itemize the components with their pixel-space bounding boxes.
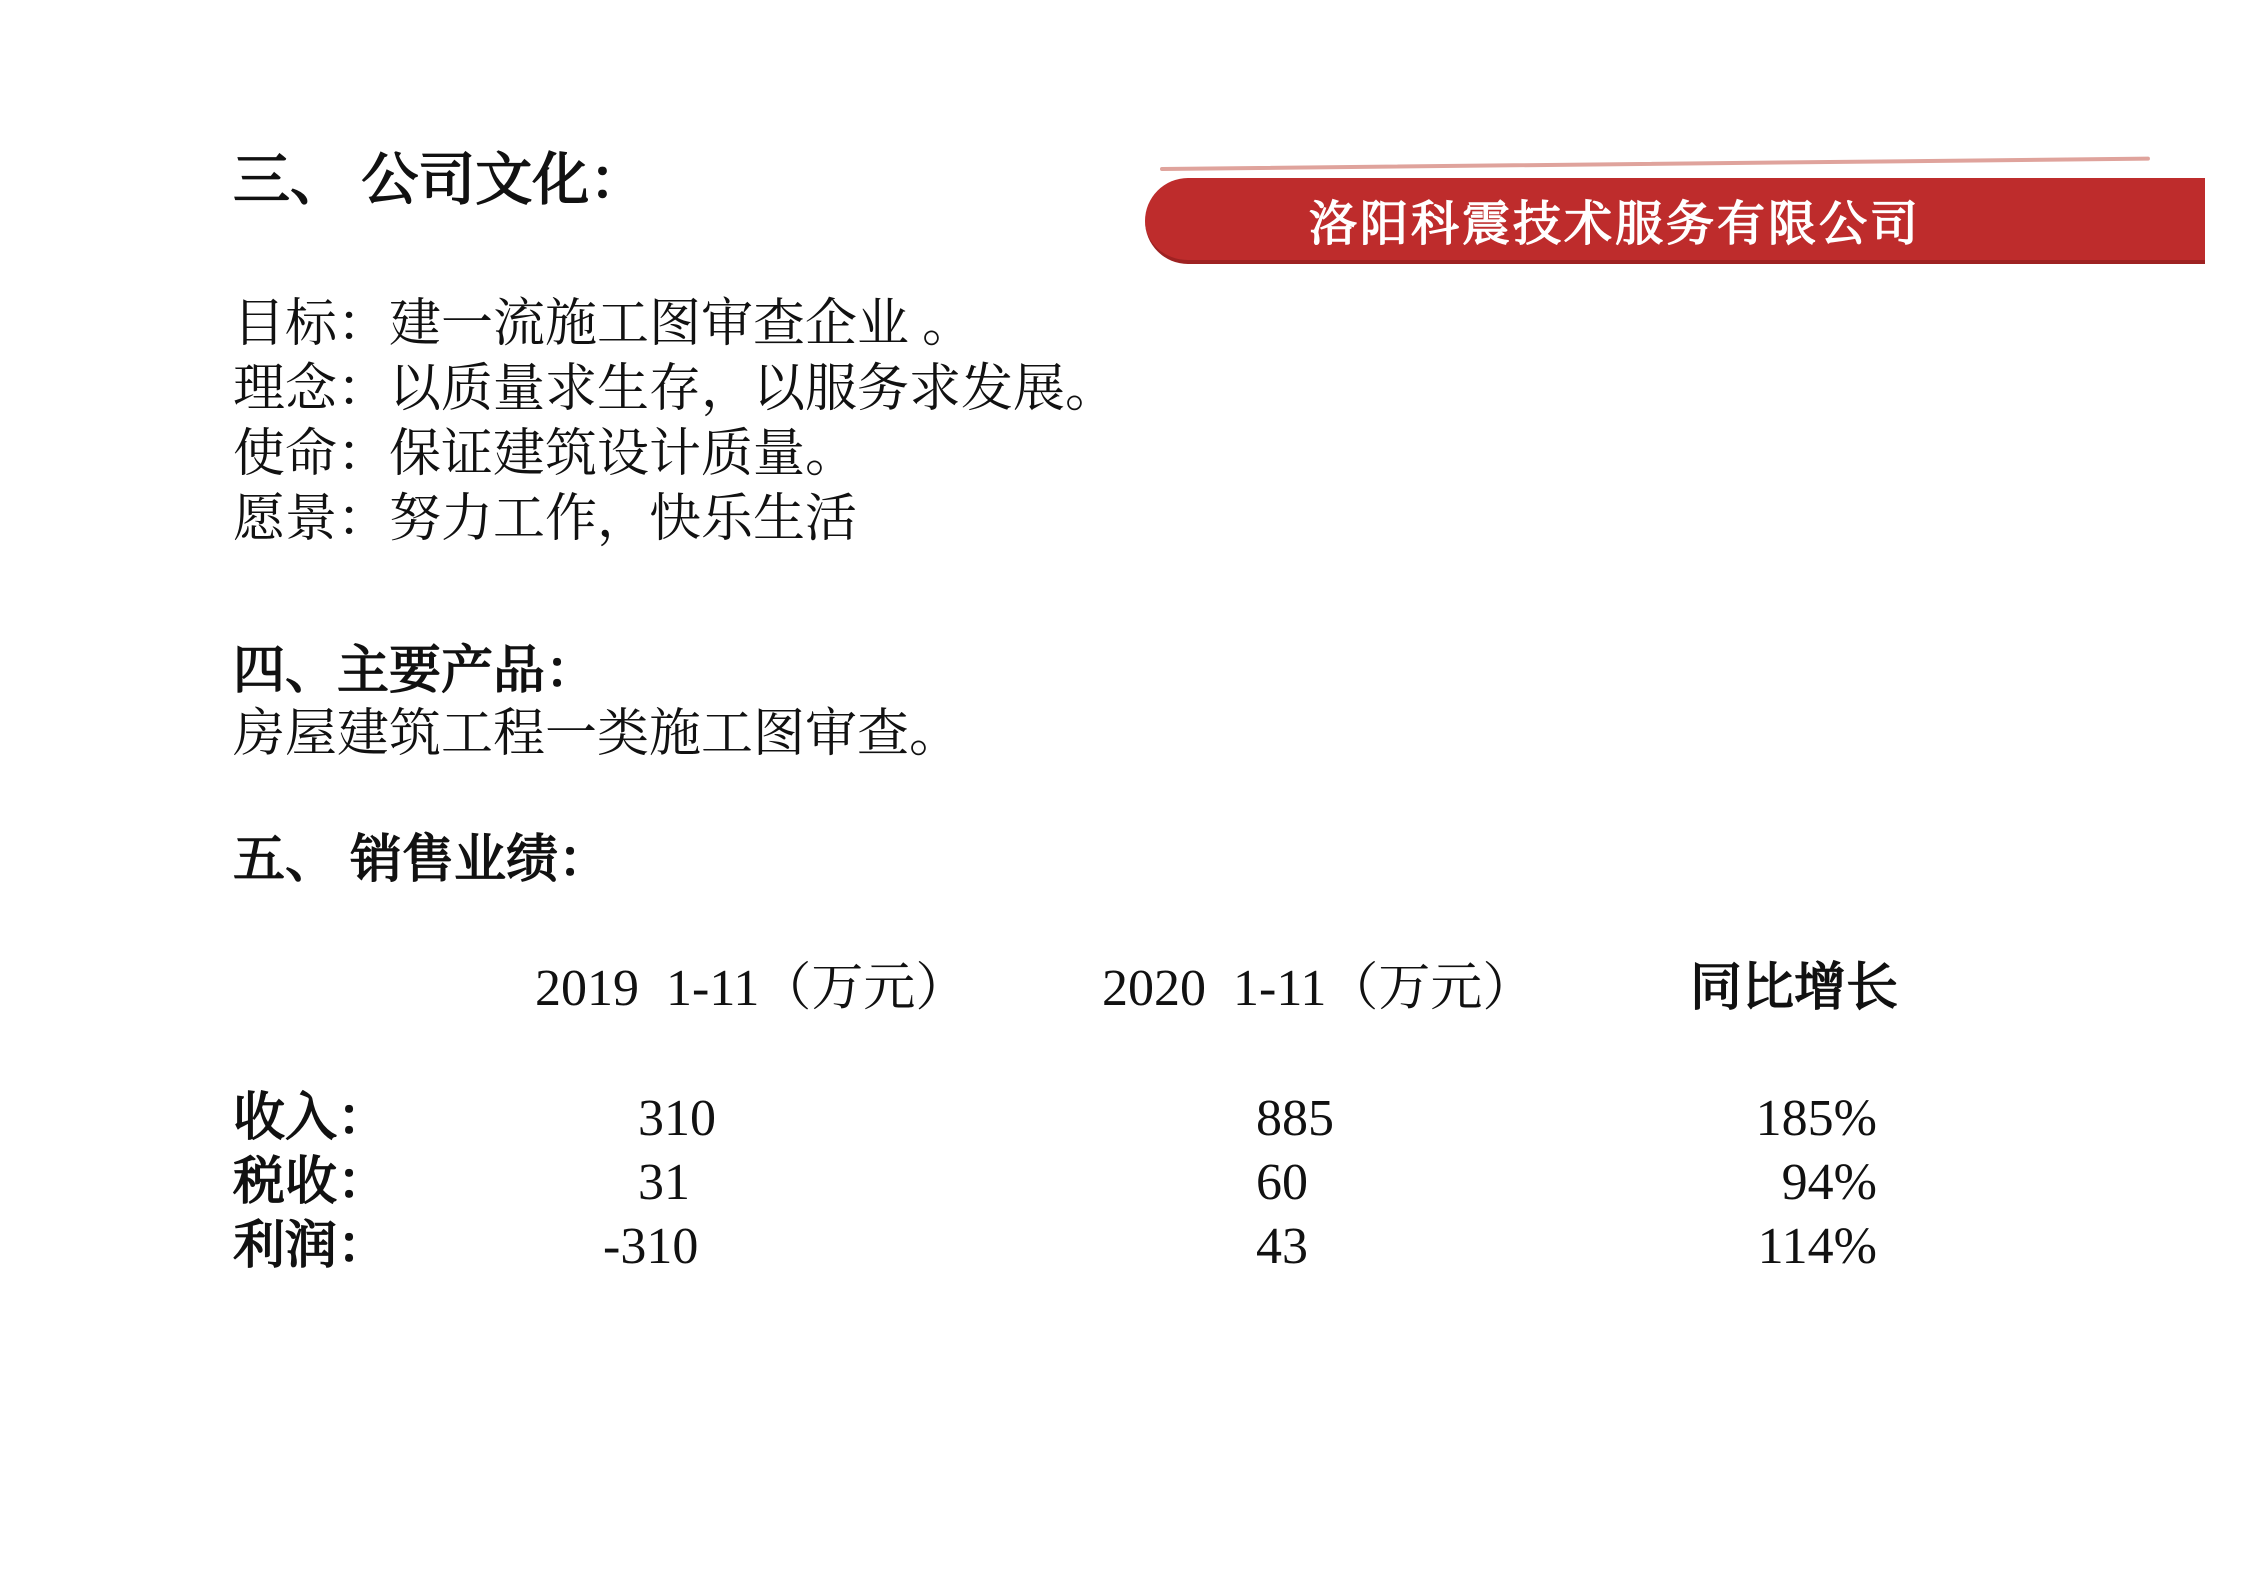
- culture-line-goal: 目标：建一流施工图审查企业 。: [233, 296, 975, 353]
- table-row-income: [0, 1087, 2245, 1151]
- value-2019: -310: [603, 1218, 699, 1275]
- company-name: 洛阳科震技术服务有限公司: [1308, 197, 1921, 251]
- value-growth: 185%: [1755, 1090, 1877, 1147]
- products-section: [233, 640, 961, 766]
- company-banner: [1145, 178, 2205, 264]
- section-heading-company-culture: 三、 公司文化：: [233, 149, 647, 212]
- value-growth: 114%: [1757, 1218, 1877, 1275]
- column-header-growth: 同比增长: [1690, 960, 1899, 1017]
- value-2020: 60: [1256, 1154, 1308, 1211]
- table-row-profit: [0, 1215, 2245, 1279]
- banner-highlight: [1160, 157, 2150, 171]
- value-2019: 310: [638, 1090, 716, 1147]
- row-label: 利润：: [233, 1218, 390, 1275]
- value-2020: 885: [1256, 1090, 1334, 1147]
- culture-lines: [233, 292, 1117, 552]
- products-line: 房屋建筑工程一类施工图审查。: [233, 706, 962, 763]
- section-heading-sales-performance: 五、 销售业绩：: [233, 832, 611, 889]
- culture-line-mission: 使命：保证建筑设计质量。: [233, 426, 858, 483]
- column-header-2019: 2019 1-11（万元）: [535, 960, 968, 1017]
- row-label: 收入：: [233, 1090, 390, 1147]
- column-header-2020: 2020 1-11（万元）: [1102, 960, 1535, 1017]
- culture-line-idea: 理念：以质量求生存，以服务求发展。: [233, 361, 1118, 418]
- culture-line-vision: 愿景：努力工作，快乐生活: [233, 491, 858, 548]
- row-label: 税收：: [233, 1154, 390, 1211]
- value-2020: 43: [1256, 1218, 1308, 1275]
- value-growth: 94%: [1781, 1154, 1877, 1211]
- value-2019: 31: [638, 1154, 690, 1211]
- table-row-tax: [0, 1151, 2245, 1215]
- section-heading-main-products: 四、主要产品：: [233, 643, 598, 700]
